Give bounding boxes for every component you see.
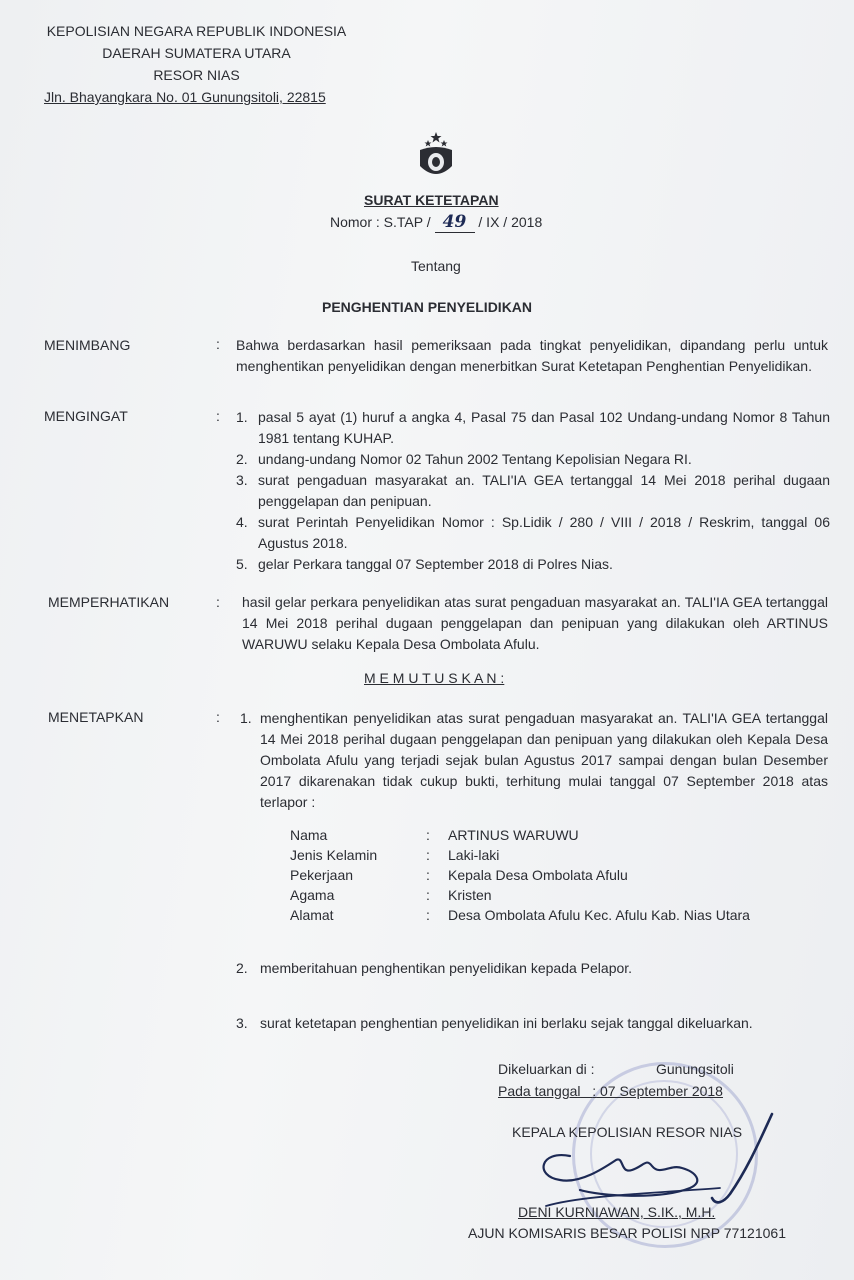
menimbang-label: MENIMBANG bbox=[44, 337, 131, 353]
tentang-label: Tentang bbox=[411, 258, 461, 274]
signatory-rank: AJUN KOMISARIS BESAR POLISI NRP 77121061 bbox=[468, 1225, 786, 1241]
mengingat-item: 1. pasal 5 ayat (1) huruf a angka 4, Pasal 75 dan Pasal 102 Undang-undang Nomor 8 Tahun 1981 tentang KUHAP. bbox=[236, 409, 830, 446]
mengingat-item: 5. gelar Perkara tanggal 07 September 2018 di Polres Nias. bbox=[236, 556, 613, 572]
menetapkan-item-2: 2. memberitahuan penghentikan penyelidikan kepada Pelapor. bbox=[236, 960, 633, 976]
menetapkan-item-1: 1. menghentikan penyelidikan atas surat pengaduan masyarakat an. TALI'IA GEA tertanggal 14 Mei 2018 perihal dugaan penggelapan dan penipuan yang dilakukan oleh Kepala Desa Ombolata Afulu yang terjadi sejak bulan Agustus 2017 sampai dengan bulan Desember 2017 dikarenakan tidak cukup bukti, terhitung mulai tanggal 07 September 2018 atas terlapor : bbox=[240, 710, 828, 810]
issued-date: Pada tanggal : 07 September 2018 bbox=[498, 1083, 723, 1099]
issued-place-label: Dikeluarkan di : bbox=[498, 1061, 595, 1077]
number-suffix: / IX / 2018 bbox=[478, 214, 543, 230]
document-number bbox=[330, 212, 542, 233]
detail-row: Nama : ARTINUS WARUWU bbox=[290, 827, 579, 843]
mengingat-item: 2. undang-undang Nomor 02 Tahun 2002 Tentang Kepolisian Negara RI. bbox=[236, 451, 692, 467]
detail-row: Alamat : Desa Ombolata Afulu Kec. Afulu Kab. Nias Utara bbox=[290, 907, 750, 923]
mengingat-list bbox=[236, 407, 830, 575]
menimbang-colon: : bbox=[216, 336, 220, 352]
menetapkan-colon: : bbox=[216, 709, 220, 725]
document-subject: PENGHENTIAN PENYELIDIKAN bbox=[322, 299, 533, 315]
menetapkan-label: MENETAPKAN bbox=[48, 709, 144, 725]
memperhatikan-text: hasil gelar perkara penyelidikan atas surat pengaduan masyarakat an. TALI'IA GEA tertanggal 14 Mei 2018 perihal dugaan penggelapan dan penipuan yang dilakukan oleh ARTINUS WARUWU selaku Kepala Desa Ombolata Afulu. bbox=[242, 594, 828, 652]
letterhead-resort: RESOR NIAS bbox=[153, 67, 240, 83]
mengingat-colon: : bbox=[216, 408, 220, 424]
memperhatikan-label: MEMPERHATIKAN bbox=[48, 594, 170, 610]
letterhead bbox=[44, 20, 349, 108]
memperhatikan-colon: : bbox=[216, 594, 220, 610]
police-emblem-icon bbox=[414, 132, 458, 182]
number-prefix: Nomor : S.TAP / bbox=[330, 214, 431, 230]
document-title: SURAT KETETAPAN bbox=[364, 192, 499, 208]
detail-row: Pekerjaan : Kepala Desa Ombolata Afulu bbox=[290, 867, 628, 883]
memutuskan-heading: M E M U T U S K A N : bbox=[364, 670, 505, 686]
issued-place-value: Gunungsitoli bbox=[656, 1061, 734, 1077]
menimbang-text: Bahwa berdasarkan hasil pemeriksaan pada tingkat penyelidikan, dipandang perlu untuk menghentikan penyelidikan dengan menerbitkan Surat Ketetapan Penghentian Penyelidikan. bbox=[236, 337, 828, 374]
detail-row: Jenis Kelamin : Laki-laki bbox=[290, 847, 500, 863]
detail-row: Agama : Kristen bbox=[290, 887, 492, 903]
number-handwritten: 49 bbox=[435, 212, 475, 233]
menetapkan-item-3: 3. surat ketetapan penghentian penyelidikan ini berlaku sejak tanggal dikeluarkan. bbox=[236, 1015, 753, 1031]
mengingat-item: 4. surat Perintah Penyelidikan Nomor : Sp.Lidik / 280 / VIII / 2018 / Reskrim, tanggal 06 Agustus 2018. bbox=[236, 514, 830, 551]
mengingat-item: 3. surat pengaduan masyarakat an. TALI'IA GEA tertanggal 14 Mei 2018 perihal dugaan penggelapan dan penipuan. bbox=[236, 472, 830, 509]
signatory-name: DENI KURNIAWAN, S.IK., M.H. bbox=[518, 1204, 716, 1220]
letterhead-region: DAERAH SUMATERA UTARA bbox=[102, 45, 291, 61]
mengingat-label: MENGINGAT bbox=[44, 408, 128, 424]
signatory-office: KEPALA KEPOLISIAN RESOR NIAS bbox=[512, 1124, 743, 1140]
handwritten-signature-icon bbox=[520, 1110, 780, 1214]
letterhead-address: Jln. Bhayangkara No. 01 Gunungsitoli, 22815 bbox=[44, 89, 326, 105]
terlapor-details bbox=[290, 825, 750, 925]
letterhead-institution: KEPOLISIAN NEGARA REPUBLIK INDONESIA bbox=[46, 23, 347, 39]
